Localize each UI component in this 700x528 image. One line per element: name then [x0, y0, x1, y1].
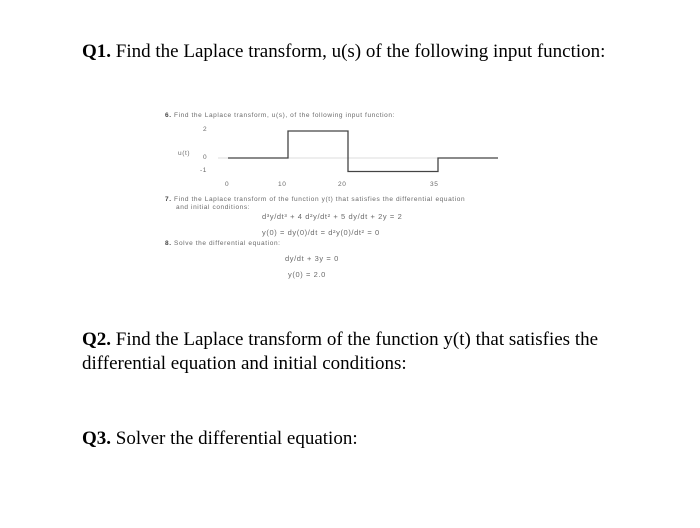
- question-2: [82, 328, 642, 376]
- plot-y-tick-0: 0: [203, 154, 208, 161]
- embedded-problem-6-text: Find the Laplace transform, u(s), of the following input function:: [174, 112, 396, 119]
- embedded-problem-6-number: 6.: [165, 112, 172, 119]
- embedded-problem-8-initial-condition: y(0) = 2.0: [288, 270, 326, 279]
- plot-y-tick-neg1: -1: [200, 167, 207, 174]
- step-function-line: [228, 131, 498, 172]
- question-1-text: Find the Laplace transform, u(s) of the following input function:: [115, 41, 606, 62]
- embedded-problem-7-line1: Find the Laplace transform of the function y(t) that satisfies the differential equation: [174, 196, 466, 203]
- question-3-text: Solver the differential equation:: [115, 428, 358, 449]
- embedded-problem-8: [165, 240, 281, 247]
- embedded-problem-8-equation: dy/dt + 3y = 0: [285, 254, 339, 263]
- plot-x-tick-0: 0: [225, 181, 230, 188]
- embedded-problem-7-initial-conditions: y(0) = dy(0)/dt = d²y(0)/dt² = 0: [262, 228, 380, 237]
- plot-x-tick-10: 10: [278, 181, 287, 188]
- question-2-number: Q2.: [82, 329, 112, 350]
- question-2-text: Find the Laplace transform of the function y(t) that satisfies the differential equation and initial conditions:: [82, 329, 599, 374]
- question-3-number: Q3.: [82, 428, 112, 449]
- question-1-number: Q1.: [82, 41, 112, 62]
- embedded-problem-8-text: Solve the differential equation:: [174, 240, 281, 247]
- embedded-problem-7: [165, 196, 465, 203]
- plot-y-label: u(t): [178, 150, 191, 157]
- plot-x-tick-35: 35: [430, 181, 439, 188]
- embedded-problem-7-equation: d³y/dt³ + 4 d²y/dt² + 5 dy/dt + 2y = 2: [262, 212, 403, 221]
- question-3: [82, 427, 642, 451]
- embedded-problem-7-number: 7.: [165, 196, 172, 203]
- plot-x-tick-20: 20: [338, 181, 347, 188]
- embedded-problem-8-number: 8.: [165, 240, 172, 247]
- plot-y-tick-2: 2: [203, 126, 208, 133]
- embedded-problem-7-line2: and initial conditions:: [176, 204, 251, 211]
